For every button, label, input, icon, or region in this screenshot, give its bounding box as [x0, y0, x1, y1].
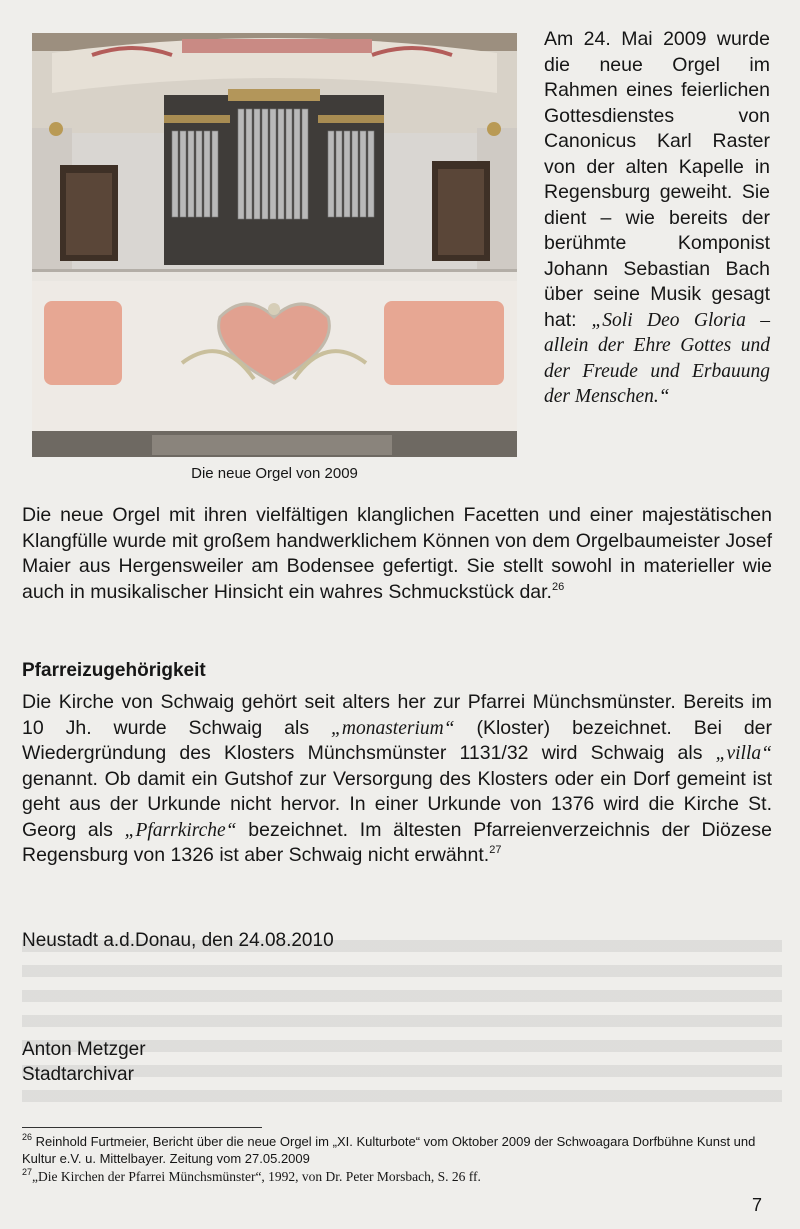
term-villa: „villa“	[715, 743, 772, 764]
author-name: Anton Metzger	[22, 1039, 146, 1060]
footnote-27	[22, 1168, 782, 1185]
parish-paragraph	[22, 690, 772, 869]
term-monasterium: „monasterium“	[331, 717, 455, 739]
signature-block	[22, 1037, 146, 1087]
section-heading: Pfarreizugehörigkeit	[22, 660, 206, 681]
show-through-text	[22, 940, 782, 1115]
footnote-divider	[22, 1127, 262, 1128]
page-number: 7	[752, 1195, 763, 1215]
footnote-number: 26	[22, 1132, 33, 1142]
parish-text-d: bezeichnet. Im ältesten Pfarreienverzeichnis der Diözese Regensburg von 1326 ist aber Schwaig nicht erwähnt.	[22, 818, 772, 866]
bach-quote: „Soli Deo Gloria – allein der Ehre Gottes und der Freude und Erbauung der Menschen.“	[544, 309, 770, 407]
side-column-text	[544, 27, 770, 410]
figure-caption: Die neue Orgel von 2009	[191, 465, 358, 482]
footnote-text: Reinhold Furtmeier, Bericht über die neue Orgel im „XI. Kulturbote“ vom Oktober 2009 der Schwoagara Dorfbühne Kunst und Kultur e.V. u. Mittelbayer. Zeitung vom 27.05.2009	[22, 1134, 756, 1166]
parish-text-a: Die Kirche von Schwaig gehört seit alters her zur Pfarrei Münchsmünster. Bereits im 10 Jh. wurde Schwaig als	[22, 691, 772, 739]
organ-paragraph-text: Die neue Orgel mit ihren vielfältigen klanglichen Facetten und einer majestätischen Klangfülle wurde mit großem handwerklichem Können von dem Orgelbaumeister Josef Maier aus Hergensweiler am Bodensee gefertigt. Sie stellt sowohl in materieller wie auch in musikalischer Hinsicht ein wahres Schmuckstück dar.	[22, 504, 772, 603]
footnote-number: 27	[22, 1167, 33, 1177]
term-pfarrkirche: „Pfarrkirche“	[124, 819, 237, 841]
footnote-26	[22, 1133, 782, 1167]
dateline: Neustadt a.d.Donau, den 24.08.2010	[22, 930, 334, 951]
footnote-ref-26[interactable]: 26	[551, 580, 565, 593]
side-text-body: Am 24. Mai 2009 wurde die neue Orgel im Rahmen eines feierlichen Gottesdienstes von Canonicus Karl Raster von der alten Kapelle in Regensburg geweiht. Sie dient – wie bereits der berühmte Komponist Johann Sebastian Bach über seine Musik gesagt hat:	[544, 28, 770, 331]
organ-photo	[32, 33, 517, 457]
parish-text-c: genannt. Ob damit ein Gutshof zur Versorgung des Klosters oder ein Dorf gemeint ist geht aus der Urkunde nicht hervor. In einer Urkunde von 1376 wird die Kirche St. Georg als	[22, 767, 772, 841]
parish-text-b: (Kloster) bezeichnet. Bei der Wiedergründung des Klosters Münchsmünster 1131/32 wird Schwaig als	[22, 716, 773, 764]
footnote-text: „Die Kirchen der Pfarrei Münchsmünster“, 1992, von Dr. Peter Morsbach, S. 26 ff.	[32, 1169, 481, 1184]
footnote-ref-27[interactable]: 27	[489, 844, 502, 856]
author-title: Stadtarchivar	[22, 1064, 134, 1085]
organ-photo-image	[32, 33, 517, 457]
organ-paragraph	[22, 503, 772, 605]
